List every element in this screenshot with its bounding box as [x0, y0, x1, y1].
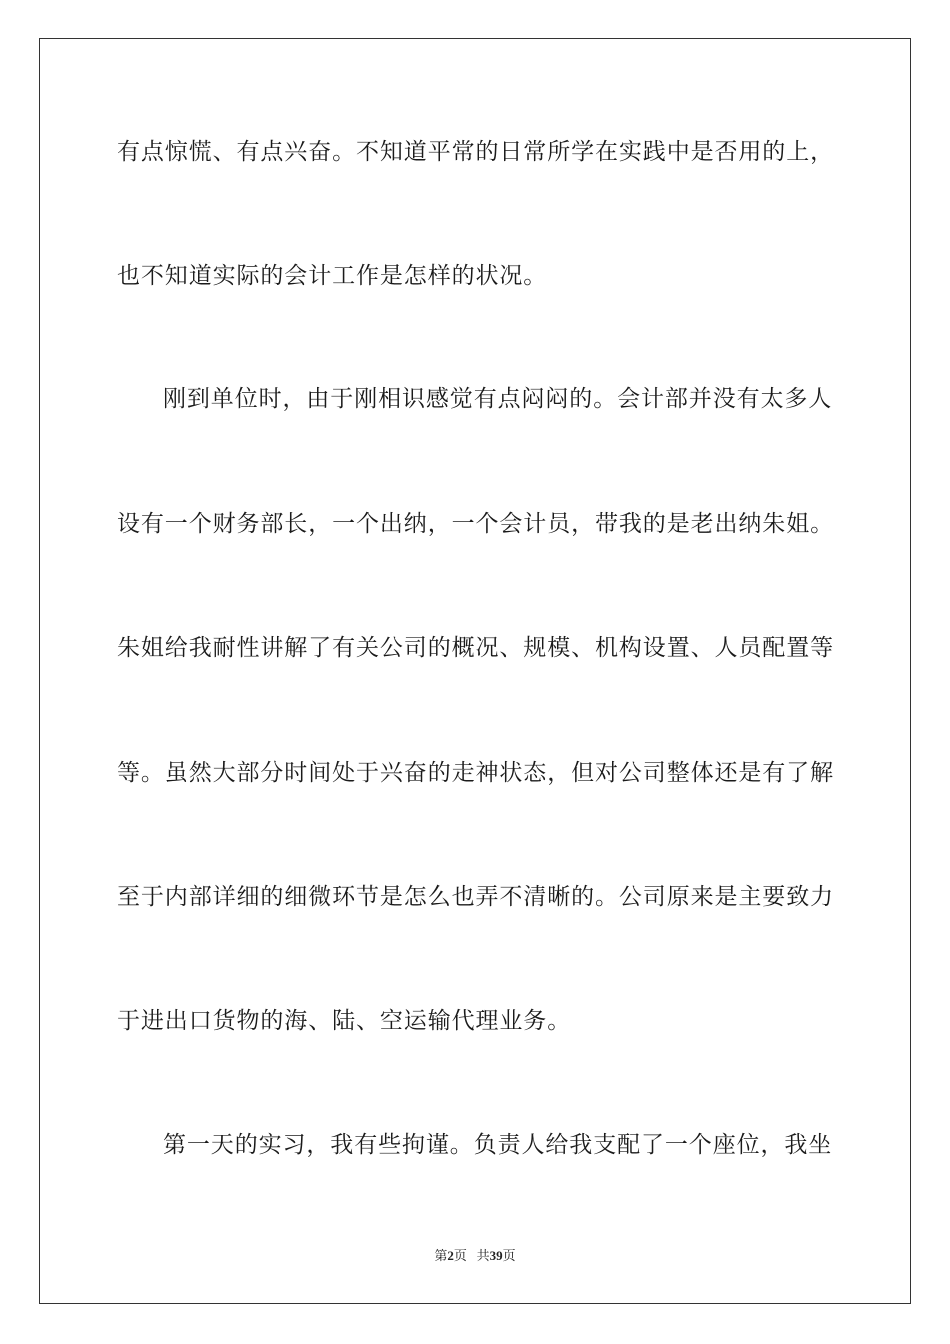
text-line: 等。虽然大部分时间处于兴奋的走神状态，但对公司整体还是有了解: [117, 760, 834, 786]
page-number-suffix: 页: [453, 1248, 467, 1263]
text-line: 也不知道实际的会计工作是怎样的状况。: [117, 263, 548, 289]
text-line: 于进出口货物的海、陆、空运输代理业务。: [117, 1008, 572, 1034]
text-line: 朱姐给我耐性讲解了有关公司的概况、规模、机构设置、人员配置等: [117, 635, 834, 661]
text-line: 至于内部详细的细微环节是怎么也弄不清晰的。公司原来是主要致力: [117, 884, 834, 910]
total-pages: 39: [489, 1248, 503, 1263]
page-frame: [39, 38, 911, 1304]
paragraph-start-line: 第一天的实习，我有些拘谨。负责人给我支配了一个座位，我坐: [163, 1132, 833, 1158]
page-number: 2: [447, 1248, 454, 1263]
total-pages-prefix: 共: [476, 1248, 490, 1263]
text-line: 有点惊慌、有点兴奋。不知道平常的日常所学在实践中是否用的上，: [117, 139, 834, 165]
page-footer: [0, 1247, 950, 1265]
page-number-prefix: 第: [434, 1248, 448, 1263]
paragraph-start-line: 刚到单位时，由于刚相识感觉有点闷闷的。会计部并没有太多人: [163, 386, 833, 412]
text-line: 设有一个财务部长，一个出纳，一个会计员，带我的是老出纳朱姐。: [117, 511, 834, 537]
total-pages-suffix: 页: [502, 1248, 516, 1263]
